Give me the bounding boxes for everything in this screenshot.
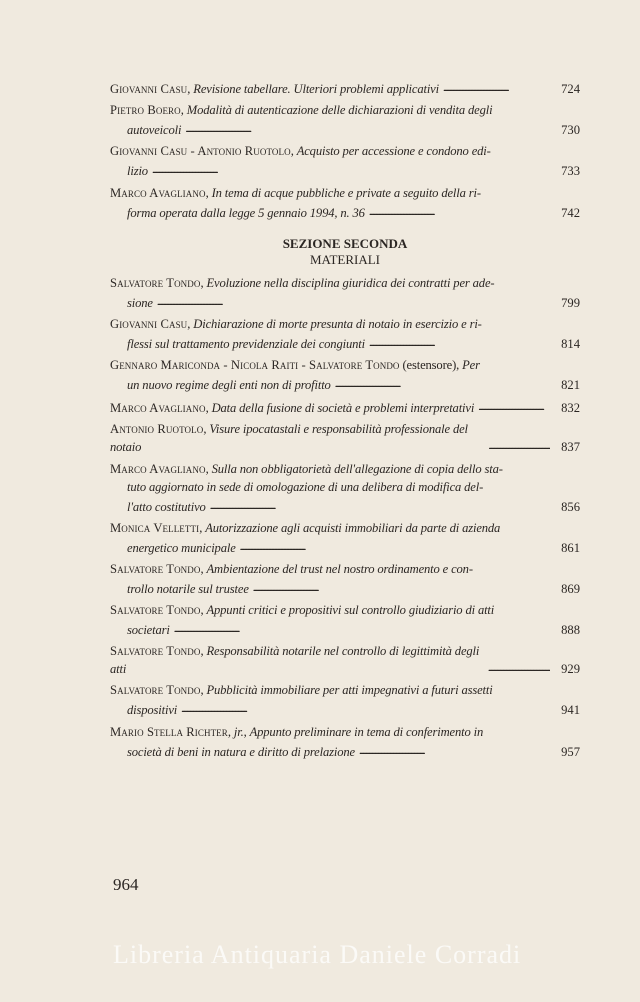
toc-line bbox=[110, 202, 580, 222]
toc-line bbox=[110, 292, 580, 312]
watermark: Libreria Antiquaria Daniele Corradi bbox=[113, 940, 522, 969]
comma: , bbox=[203, 422, 210, 437]
entry-title: Revisione tabellare. Ulteriori problemi applicativi bbox=[193, 82, 439, 96]
entry-text bbox=[110, 723, 483, 741]
entry-title: sione bbox=[127, 295, 153, 310]
toc-line bbox=[110, 619, 580, 639]
dot-leader bbox=[253, 578, 550, 598]
entry-author: Gennaro Mariconda - Nicola Raiti - Salvatore Tondo bbox=[110, 357, 400, 372]
comma: , bbox=[243, 724, 250, 739]
comma: , bbox=[200, 275, 207, 290]
toc-line bbox=[110, 537, 580, 557]
dot-leader bbox=[488, 436, 550, 456]
entry-author: Salvatore Tondo bbox=[110, 561, 201, 576]
entry-page: 861 bbox=[561, 540, 580, 555]
comma: , bbox=[205, 461, 212, 476]
toc-entry bbox=[110, 560, 580, 598]
entry-title: autoveicoli bbox=[127, 123, 182, 138]
entry-title: forma operata dalla legge 5 gennaio 1994, n. 36 bbox=[127, 205, 365, 220]
entry-text bbox=[110, 356, 480, 374]
entry-title: In tema di acque pubbliche e private a seguito della ri- bbox=[211, 185, 481, 200]
toc-entry bbox=[110, 101, 580, 139]
entry-text bbox=[110, 315, 482, 333]
entry-page: 730 bbox=[561, 123, 580, 138]
section-heading bbox=[110, 236, 580, 268]
toc-line bbox=[110, 681, 580, 699]
entry-title: Ambientazione del trust nel nostro ordinamento e con- bbox=[206, 561, 473, 576]
entry-title: societari bbox=[127, 623, 170, 638]
entry-title: Visure ipocatastali e responsabilità professionale del notaio bbox=[110, 422, 468, 455]
comma: , bbox=[200, 561, 207, 576]
toc-line bbox=[110, 142, 580, 160]
dot-leader bbox=[152, 160, 550, 180]
toc-line bbox=[110, 560, 580, 578]
entry-text bbox=[110, 80, 439, 98]
toc-entry bbox=[110, 274, 580, 312]
toc-entry bbox=[110, 397, 580, 417]
toc-list-first bbox=[110, 78, 580, 222]
toc-line bbox=[110, 741, 580, 761]
entry-title: un nuovo regime degli enti non di profitto bbox=[127, 377, 331, 392]
comma: , bbox=[456, 357, 463, 372]
entry-text bbox=[127, 376, 331, 394]
toc-entry bbox=[110, 142, 580, 180]
entry-page: 941 bbox=[561, 703, 580, 718]
toc-line bbox=[110, 578, 580, 598]
entry-title: Sulla non obbligatorietà dell'allegazione di copia dello sta- bbox=[211, 461, 503, 476]
page-number: 964 bbox=[113, 875, 139, 894]
entry-text bbox=[110, 519, 500, 537]
toc-entry bbox=[110, 723, 580, 761]
comma: , bbox=[200, 644, 207, 659]
entry-title: Data della fusione di società e problemi interpretativi bbox=[211, 401, 475, 416]
toc-line bbox=[110, 519, 580, 537]
dot-leader bbox=[335, 374, 550, 394]
entry-text bbox=[110, 184, 481, 202]
entry-title: Pubblicità immobiliare per atti impegnativi a futuri assetti bbox=[206, 683, 493, 698]
comma: , bbox=[200, 603, 207, 618]
dot-leader bbox=[488, 658, 550, 678]
dot-leader bbox=[157, 292, 550, 312]
toc-line bbox=[110, 397, 580, 417]
entry-author: Antonio Ruotolo bbox=[110, 422, 204, 437]
comma: , bbox=[187, 316, 194, 331]
toc-entry bbox=[110, 681, 580, 719]
entry-author: Giovanni Casu bbox=[110, 82, 188, 96]
entry-author: Giovanni Casu - Antonio Ruotolo bbox=[110, 144, 291, 159]
entry-page: 832 bbox=[561, 401, 580, 416]
entry-text bbox=[127, 294, 153, 312]
entry-text bbox=[127, 743, 355, 761]
entry-page: 957 bbox=[561, 744, 580, 759]
entry-title: Modalità di autenticazione delle dichiarazioni di vendita degli bbox=[186, 103, 493, 118]
toc-line bbox=[110, 101, 580, 119]
entry-text bbox=[127, 121, 181, 139]
entry-title: l'atto costitutivo bbox=[127, 499, 206, 514]
dot-leader bbox=[181, 699, 550, 719]
entry-text bbox=[110, 420, 484, 456]
entry-author: Marco Avagliano bbox=[110, 185, 206, 200]
dot-leader bbox=[369, 333, 550, 353]
entry-text bbox=[127, 701, 177, 719]
section-subtitle: MATERIALI bbox=[309, 251, 381, 267]
dot-leader bbox=[185, 119, 550, 139]
toc-line bbox=[110, 601, 580, 619]
table-of-contents bbox=[110, 78, 580, 764]
entry-title: Dichiarazione di morte presunta di notaio in esercizio e ri- bbox=[193, 316, 482, 331]
entry-title: Acquisto per accessione e condono edi- bbox=[296, 144, 491, 159]
entry-page: 821 bbox=[561, 377, 580, 392]
toc-entry bbox=[110, 315, 580, 353]
entry-title: società di beni in natura e diritto di prelazione bbox=[127, 744, 355, 759]
toc-entry bbox=[110, 601, 580, 639]
entry-title: lizio bbox=[127, 164, 148, 179]
entry-title: Responsabilità notarile nel controllo di legittimità degli atti bbox=[110, 644, 480, 677]
entry-text bbox=[110, 399, 474, 417]
comma: , bbox=[205, 185, 212, 200]
entry-text bbox=[127, 478, 483, 496]
entry-title: Per bbox=[462, 357, 480, 372]
toc-line bbox=[110, 333, 580, 353]
dot-leader bbox=[240, 537, 550, 557]
entry-page: 733 bbox=[561, 164, 580, 179]
comma: , bbox=[180, 103, 187, 118]
toc-line bbox=[110, 315, 580, 333]
toc-line bbox=[110, 723, 580, 741]
entry-text bbox=[127, 335, 365, 353]
toc-entry bbox=[110, 356, 580, 394]
toc-line bbox=[110, 496, 580, 516]
toc-entry bbox=[110, 519, 580, 557]
entry-title: flessi sul trattamento previdenziale dei congiunti bbox=[127, 336, 365, 351]
entry-author: Giovanni Casu bbox=[110, 316, 188, 331]
toc-line bbox=[110, 374, 580, 394]
toc-line bbox=[110, 119, 580, 139]
toc-entry bbox=[110, 642, 580, 678]
entry-author: Salvatore Tondo bbox=[110, 603, 201, 618]
comma: , bbox=[199, 520, 206, 535]
toc-line bbox=[110, 642, 580, 678]
entry-author: Pietro Boero bbox=[110, 103, 181, 118]
toc-entry bbox=[110, 78, 580, 98]
entry-text bbox=[110, 101, 492, 119]
entry-page: 869 bbox=[561, 581, 580, 596]
dot-leader bbox=[369, 202, 550, 222]
toc-line bbox=[110, 356, 580, 374]
entry-text bbox=[127, 162, 148, 180]
toc-entry bbox=[110, 420, 580, 456]
dot-leader bbox=[210, 496, 550, 516]
entry-text bbox=[110, 274, 494, 292]
entry-text bbox=[127, 498, 206, 516]
entry-text bbox=[110, 460, 503, 478]
dot-leader bbox=[359, 741, 550, 761]
entry-text bbox=[110, 142, 491, 160]
dot-leader bbox=[478, 397, 550, 417]
entry-page: 724 bbox=[561, 82, 580, 96]
entry-title: energetico municipale bbox=[127, 540, 236, 555]
entry-author: Marco Avagliano bbox=[110, 461, 206, 476]
entry-title: dispositivi bbox=[127, 703, 178, 718]
entry-text bbox=[127, 539, 236, 557]
dot-leader bbox=[174, 619, 550, 639]
entry-page: 856 bbox=[561, 499, 580, 514]
section-title: SEZIONE SECONDA bbox=[282, 235, 408, 251]
entry-page: 837 bbox=[561, 440, 580, 455]
entry-text bbox=[127, 621, 170, 639]
entry-author-note: , jr. bbox=[227, 724, 244, 739]
entry-text bbox=[110, 681, 493, 699]
comma: , bbox=[187, 82, 194, 96]
toc-line bbox=[110, 460, 580, 478]
toc-line bbox=[110, 78, 580, 98]
entry-text bbox=[110, 642, 484, 678]
entry-text bbox=[110, 601, 494, 619]
entry-text bbox=[127, 580, 249, 598]
dot-leader bbox=[443, 78, 550, 98]
entry-title: tuto aggiornato in sede di omologazione di una delibera di modifica del- bbox=[127, 479, 484, 494]
toc-line bbox=[110, 420, 580, 456]
entry-title: trollo notarile sul trustee bbox=[127, 581, 249, 596]
comma: , bbox=[290, 144, 297, 159]
toc-line bbox=[110, 160, 580, 180]
toc-line bbox=[110, 478, 580, 496]
entry-title: Appunto preliminare in tema di conferimento in bbox=[249, 724, 484, 739]
entry-page: 888 bbox=[561, 623, 580, 638]
toc-line bbox=[110, 274, 580, 292]
entry-text bbox=[110, 560, 473, 578]
entry-title: Appunti critici e propositivi sul controllo giudiziario di atti bbox=[206, 603, 495, 618]
entry-title: Autorizzazione agli acquisti immobiliari da parte di azienda bbox=[205, 520, 501, 535]
entry-author: Mario Stella Richter bbox=[110, 724, 228, 739]
comma: , bbox=[205, 401, 212, 416]
entry-page: 799 bbox=[561, 295, 580, 310]
entry-title: Evoluzione nella disciplina giuridica dei contratti per ade- bbox=[206, 275, 495, 290]
entry-author: Salvatore Tondo bbox=[110, 644, 201, 659]
entry-page: 929 bbox=[561, 662, 580, 677]
comma: , bbox=[200, 683, 207, 698]
entry-page: 742 bbox=[561, 205, 580, 220]
entry-page: 814 bbox=[561, 336, 580, 351]
entry-author: Salvatore Tondo bbox=[110, 275, 201, 290]
entry-text bbox=[127, 204, 365, 222]
toc-line bbox=[110, 184, 580, 202]
toc-line bbox=[110, 699, 580, 719]
entry-author-note: (estensore) bbox=[399, 357, 457, 372]
toc-entry bbox=[110, 184, 580, 222]
entry-author: Monica Velletti bbox=[110, 520, 200, 535]
toc-list-second bbox=[110, 274, 580, 761]
entry-author: Marco Avagliano bbox=[110, 401, 206, 416]
entry-author: Salvatore Tondo bbox=[110, 683, 201, 698]
toc-entry bbox=[110, 460, 580, 516]
